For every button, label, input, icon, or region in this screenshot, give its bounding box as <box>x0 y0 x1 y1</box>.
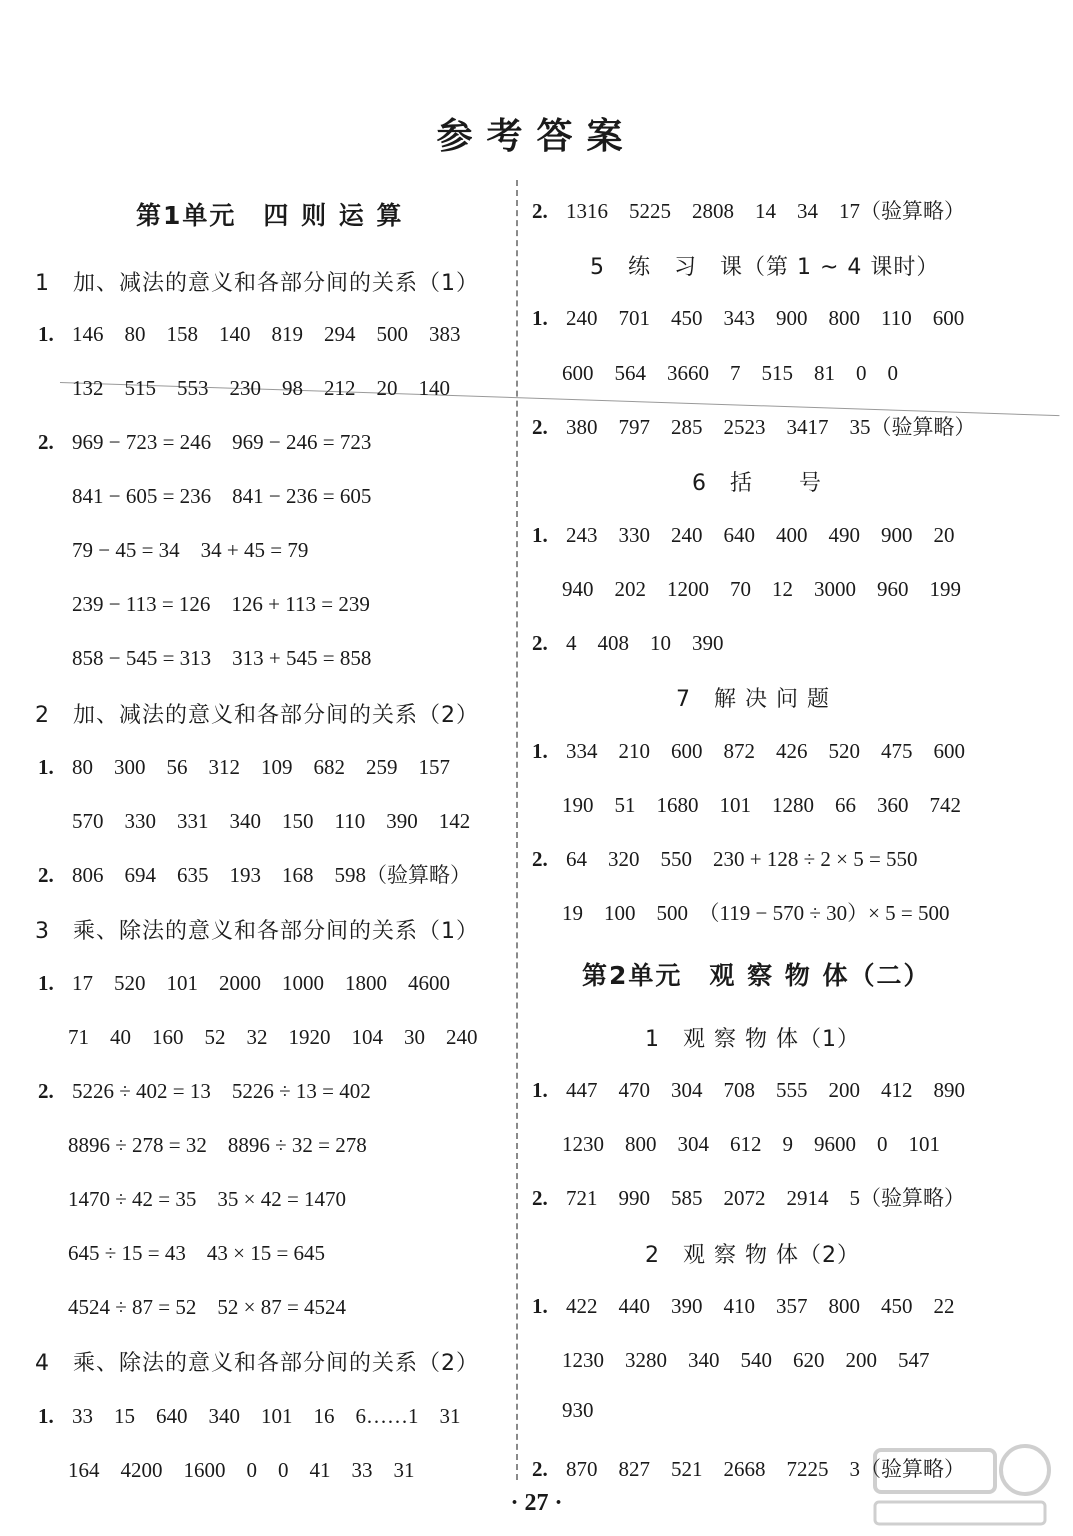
answer-line: 1. 243 330 240 640 400 490 900 20 <box>532 523 955 547</box>
answer-line: 1. 422 440 390 410 357 800 450 22 <box>532 1294 955 1318</box>
answer-line: 19 100 500 （119 − 570 ÷ 30）× 5 = 500 <box>562 901 950 925</box>
answer-line: 2. 721 990 585 2072 2914 5（验算略） <box>532 1186 965 1210</box>
answer-line: 1470 ÷ 42 = 35 35 × 42 = 1470 <box>68 1187 347 1211</box>
answer-line: 841 − 605 = 236 841 − 236 = 605 <box>72 484 372 508</box>
unit-heading-1: 第1单元 四 则 运 算 <box>136 201 404 230</box>
section-heading-4: 4 乘、除法的意义和各部分间的关系（2） <box>35 1351 479 1376</box>
answer-line: 1. 80 300 56 312 109 682 259 157 <box>38 755 450 779</box>
answer-line: 1230 3280 340 540 620 200 547 <box>562 1348 930 1372</box>
answer-line: 1. 146 80 158 140 819 294 500 383 <box>38 322 461 346</box>
answer-line: 71 40 160 52 32 1920 104 30 240 <box>68 1025 478 1049</box>
section-heading-3: 3 乘、除法的意义和各部分间的关系（1） <box>35 919 479 944</box>
answer-line: 930 <box>562 1398 594 1422</box>
answer-line: 2. 969 − 723 = 246 969 − 246 = 723 <box>38 430 372 454</box>
answer-line: 940 202 1200 70 12 3000 960 199 <box>562 577 961 601</box>
answer-line: 1. 240 701 450 343 900 800 110 600 <box>532 306 965 330</box>
answer-line: 645 ÷ 15 = 43 43 × 15 = 645 <box>68 1241 326 1265</box>
answer-line: 2. 5226 ÷ 402 = 13 5226 ÷ 13 = 402 <box>38 1079 371 1103</box>
section-heading-2: 2 加、减法的意义和各部分间的关系（2） <box>35 703 479 728</box>
answer-line: 600 564 3660 7 515 81 0 0 <box>562 361 898 385</box>
answer-line: 2. 1316 5225 2808 14 34 17（验算略） <box>532 199 965 223</box>
answer-line: 1. 334 210 600 872 426 520 475 600 <box>532 739 965 763</box>
answer-line: 79 − 45 = 34 34 + 45 = 79 <box>72 538 309 562</box>
answer-line: 2. 806 694 635 193 168 598（验算略） <box>38 863 471 887</box>
column-divider <box>516 180 518 1480</box>
section-heading-9: 2 观 察 物 体（2） <box>645 1243 860 1268</box>
answer-line: 1. 447 470 304 708 555 200 412 890 <box>532 1078 965 1102</box>
section-heading-7: 7 解 决 问 题 <box>676 687 830 712</box>
answer-line: 132 515 553 230 98 212 20 140 <box>72 376 450 400</box>
answer-line: 2. 4 408 10 390 <box>532 631 724 655</box>
answer-line: 2. 64 320 550 230 + 128 ÷ 2 × 5 = 550 <box>532 847 918 871</box>
answer-line: 190 51 1680 101 1280 66 360 742 <box>562 793 961 817</box>
page-title: 参考答案 <box>436 116 637 157</box>
answer-line: 239 − 113 = 126 126 + 113 = 239 <box>72 592 370 616</box>
answer-line: 164 4200 1600 0 0 41 33 31 <box>68 1458 415 1482</box>
answer-line: 2. 870 827 521 2668 7225 3（验算略） <box>532 1457 965 1481</box>
page-number: · 27 · <box>510 1490 563 1516</box>
watermark-logo <box>865 1440 1055 1530</box>
answer-line: 1. 17 520 101 2000 1000 1800 4600 <box>38 971 450 995</box>
section-heading-6: 6 括 号 <box>692 471 822 496</box>
answer-line: 1. 33 15 640 340 101 16 6……1 31 <box>38 1404 461 1428</box>
answer-line: 858 − 545 = 313 313 + 545 = 858 <box>72 646 372 670</box>
answer-line: 4524 ÷ 87 = 52 52 × 87 = 4524 <box>68 1295 347 1319</box>
section-heading-5: 5 练 习 课（第 1 ~ 4 课时） <box>590 255 940 280</box>
section-heading-1: 1 加、减法的意义和各部分间的关系（1） <box>35 271 479 296</box>
answer-line: 8896 ÷ 278 = 32 8896 ÷ 32 = 278 <box>68 1133 367 1157</box>
section-heading-8: 1 观 察 物 体（1） <box>645 1027 860 1052</box>
unit-heading-2: 第2单元 观 察 物 体（二） <box>582 961 931 990</box>
answer-line: 2. 380 797 285 2523 3417 35（验算略） <box>532 415 976 439</box>
answer-line: 1230 800 304 612 9 9600 0 101 <box>562 1132 940 1156</box>
answer-line: 570 330 331 340 150 110 390 142 <box>72 809 471 833</box>
